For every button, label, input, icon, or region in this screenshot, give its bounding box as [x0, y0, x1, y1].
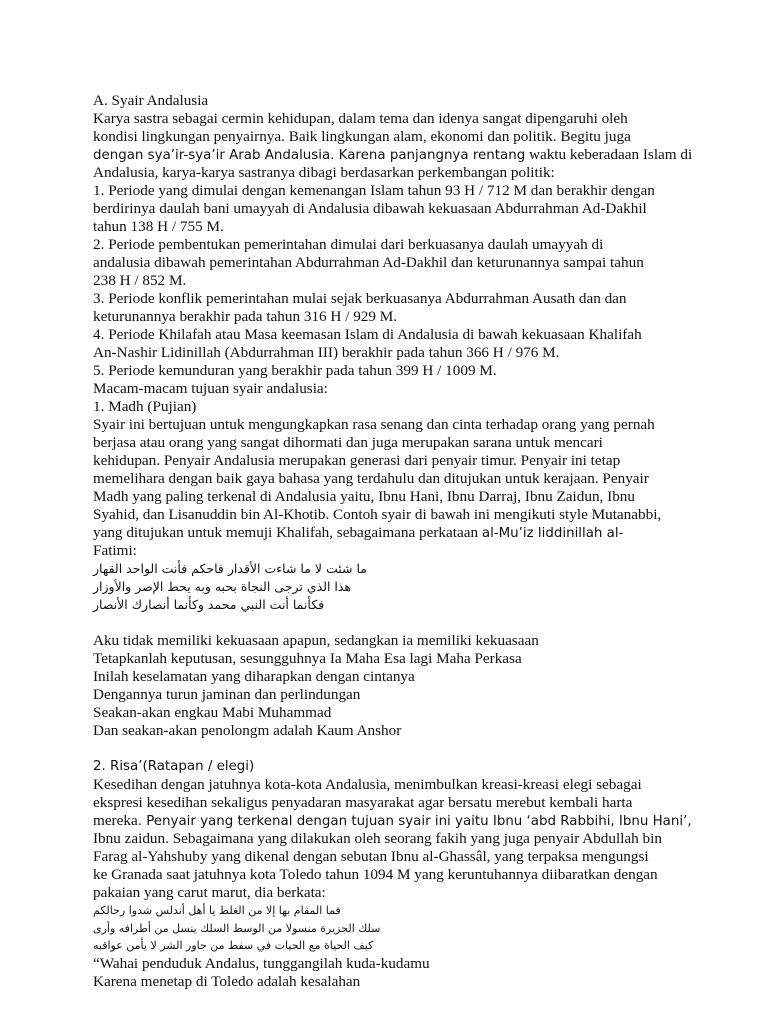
risa-heading: 2. Risa’(Ratapan / elegi) — [93, 759, 255, 774]
paragraph-line: Karya sastra sebagai cermin kehidupan, dalam tema dan idenya sangat dipengaruhi oleh — [93, 110, 628, 127]
sans-text-run: dengan sya’ir-sya’ir Arab Andalusia. Karena panjangnya rentang — [93, 148, 526, 163]
section-heading: A. Syair Andalusia — [93, 92, 209, 109]
translation-line: Seakan-akan engkau Mabi Muhammad — [93, 704, 332, 721]
paragraph-line: An-Nashir Lidinillah (Abdurrahman III) berakhir pada tahun 366 H / 976 M. — [93, 344, 560, 361]
paragraph-line: Syahid, dan Lisanuddin bin Al-Khotib. Contoh syair di bawah ini mengikuti style Mutanabbi, — [93, 506, 662, 523]
paragraph-line: kehidupan. Penyair Andalusia merupakan generasi dari penyair timur. Penyair ini tetap — [93, 452, 621, 469]
paragraph-line: kondisi lingkungan penyairnya. Baik lingkungan alam, ekonomi dan politik. Begitu juga — [93, 128, 631, 145]
translation-line: Dan seakan-akan penolongm adalah Kaum Anshor — [93, 722, 402, 739]
subheading: Macam-macam tujuan syair andalusia: — [93, 380, 328, 397]
arabic-verse: هذا الذي ترجى النجاة بحبه وبه يحط الإصر والأوزار — [93, 579, 352, 594]
paragraph-line: berdirinya daulah bani umayyah di Andalusia dibawah kekuasaan Abdurrahman Ad-Dakhil — [93, 200, 647, 217]
paragraph-line: pakaian yang carut marut, dia berkata: — [93, 884, 326, 901]
arabic-verse: فكأنما أنت النبي محمد وكأنما أنصارك الأنصار — [93, 597, 325, 612]
paragraph-line-mixed — [93, 524, 683, 542]
paragraph-line-mixed — [93, 146, 693, 164]
period-item-4: 4. Periode Khilafah atau Masa keemasan Islam di Andalusia di bawah kekuasaan Khalifah — [93, 326, 642, 343]
translation-line: Tetapkanlah keputusan, sesungguhnya Ia Maha Esa lagi Maha Perkasa — [93, 650, 522, 667]
paragraph-line: ekspresi kesedihan sekaligus penyadaran masyarakat agar bersatu merebut kembali harta — [93, 794, 633, 811]
paragraph-line: memelihara dengan baik gaya bahasa yang terdahulu dan ditujukan untuk kerajaan. Penyair — [93, 470, 649, 487]
period-item-1: 1. Periode yang dimulai dengan kemenangan Islam tahun 93 H / 712 M dan berakhir dengan — [93, 182, 655, 199]
paragraph-line: Fatimi: — [93, 542, 137, 559]
paragraph-line-mixed — [93, 812, 692, 830]
translation-line: “Wahai penduduk Andalus, tunggangilah kuda-kudamu — [93, 954, 430, 972]
paragraph-line: tahun 138 H / 755 M. — [93, 218, 224, 235]
paragraph-line: Syair ini bertujuan untuk mengungkapkan rasa senang dan cinta terhadap orang yang pernah — [93, 416, 655, 433]
period-item-3: 3. Periode konflik pemerintahan mulai sejak berkuasanya Abdurrahman Ausath dan dan — [93, 290, 627, 307]
translation-line: Inilah keselamatan yang diharapkan dengan cintanya — [93, 668, 415, 685]
arabic-verse: ما شئت لا ما شاءت الأقدار فاحكم فأنت الواحد القهار — [93, 561, 367, 576]
madh-heading: 1. Madh (Pujian) — [93, 398, 197, 415]
translation-line: Dengannya turun jaminan dan perlindungan — [93, 686, 361, 703]
sans-text-run: al-Mu’iz liddinillah al- — [481, 526, 624, 541]
serif-text-run: mereka — [93, 812, 138, 829]
translation-line: Karena menetap di Toledo adalah kesalahan — [93, 972, 361, 990]
blank-line — [93, 740, 683, 758]
paragraph-line: Andalusia, karya-karya sastranya dibagi berdasarkan perkembangan politik: — [93, 164, 555, 181]
paragraph-line: andalusia dibawah pemerintahan Abdurrahman Ad-Dakhil dan keturunannya sampai tahun — [93, 254, 644, 271]
paragraph-line: Kesedihan dengan jatuhnya kota-kota Andalusia, menimbulkan kreasi-kreasi elegi sebagai — [93, 776, 642, 793]
serif-text-run: waktu keberadaan Islam di — [525, 146, 693, 163]
paragraph-line: 238 H / 852 M. — [93, 272, 187, 289]
period-item-2: 2. Periode pembentukan pemerintahan dimulai dari berkuasanya daulah umayyah di — [93, 236, 604, 253]
paragraph-line: Ibnu zaidun. Sebagaimana yang dilakukan oleh seorang fakih yang juga penyair Abdullah bin — [93, 830, 662, 847]
arabic-verse: فما المقام بها إلا من الغلط يا أهل أندلس شدوا رحالكم — [93, 904, 341, 917]
paragraph-line: Farag al-Yahshuby yang dikenal dengan sebutan Ibnu al-Ghassâl, yang terpaksa mengungsi — [93, 848, 649, 865]
arabic-verse: كيف الحياة مع الحيات في سفط من جاور الشر لا يأمن عواقبه — [93, 939, 374, 952]
paragraph-line: berjasa atau orang yang sangat dihormati dan juga merupakan sarana untuk mencari — [93, 434, 603, 451]
translation-line: Aku tidak memiliki kekuasaan apapun, sedangkan ia memiliki kekuasaan — [93, 632, 539, 649]
serif-text-run: yang ditujukan untuk memuji Khalifah, sebagaimana perkataan — [93, 524, 482, 541]
arabic-verse: سلك الجزيرة منسولا من الوسط السلك ينسل من أطرافه وأرى — [93, 921, 381, 935]
sans-text-run: . Penyair yang terkenal dengan tujuan syair ini yaitu Ibnu ‘abd Rabbihi, Ibnu Hani’, — [137, 814, 692, 829]
paragraph-line: ke Granada saat jatuhnya kota Toledo tahun 1094 M yang keruntuhannya diibaratkan dengan — [93, 866, 658, 883]
paragraph-line: keturunannya berakhir pada tahun 316 H / 929 M. — [93, 308, 398, 325]
period-item-5: 5. Periode kemunduran yang berakhir pada tahun 399 H / 1009 M. — [93, 362, 497, 379]
paragraph-line: Madh yang paling terkenal di Andalusia yaitu, Ibnu Hani, Ibnu Darraj, Ibnu Zaidun, Ibnu — [93, 488, 635, 505]
blank-line — [93, 614, 683, 632]
document-page — [93, 92, 693, 991]
